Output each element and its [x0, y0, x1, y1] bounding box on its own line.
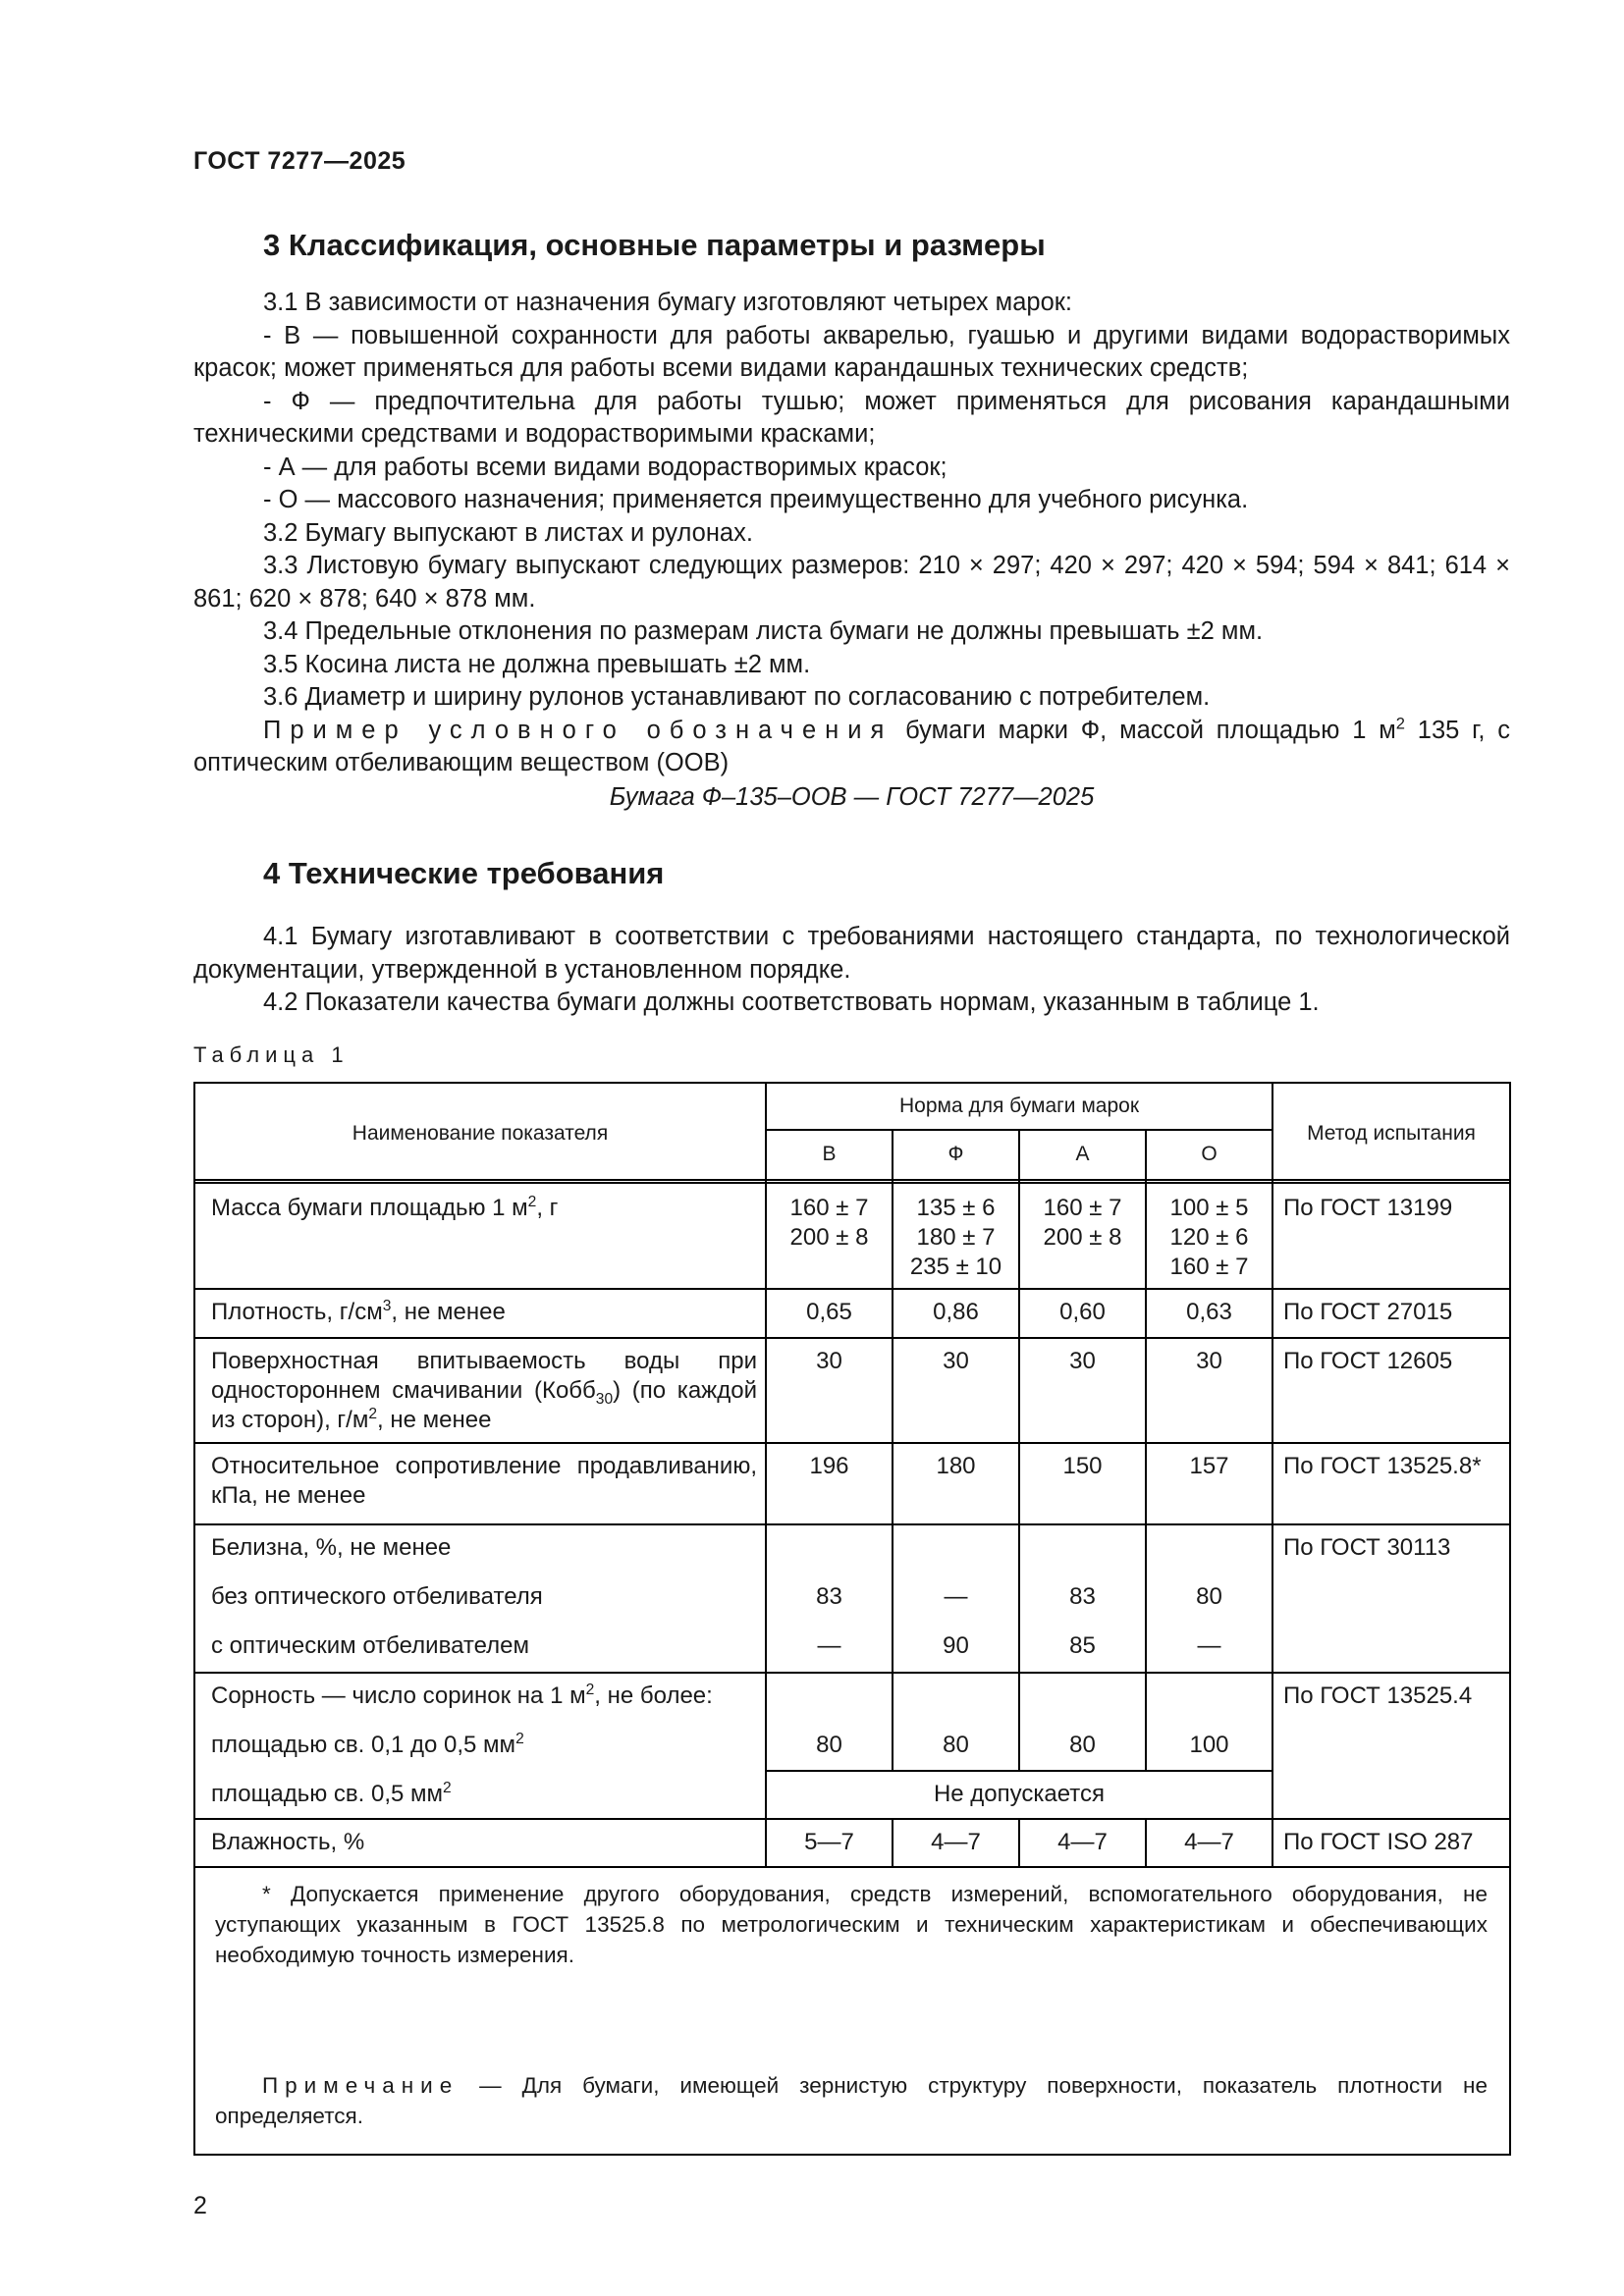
row-density-method: По ГОСТ 27015	[1283, 1299, 1453, 1325]
row-burst-a: 150	[1062, 1453, 1103, 1479]
section-3-body	[193, 287, 1510, 780]
row-density-o: 0,63	[1186, 1299, 1232, 1325]
header-grade-f: Ф	[947, 1143, 964, 1165]
row-line	[195, 1866, 1509, 1868]
header-grade-o: О	[1201, 1143, 1218, 1165]
row-moisture-a: 4—7	[1057, 1829, 1108, 1855]
table-note: Примечание — Для бумаги, имеющей зернистую структуру поверхности, показатель плотности не определяется.	[215, 2073, 1488, 2128]
paragraph-3-3: 3.3 Листовую бумагу выпускают следующих размеров: 210 × 297; 420 × 297; 420 × 594; 594 × 841; 614 × 861; 620 × 878; 640 × 878 мм.	[193, 552, 1510, 613]
example-designation: Бумага Ф–135–ООВ — ГОСТ 7277—2025	[609, 783, 1095, 811]
row-absorbency-name: Поверхностная впитываемость воды при одностороннем смачивании (Кобб$_{30}$) (по каждой из сторон), $г/м^2$, не менее	[211, 1348, 757, 1433]
row-whiteness-method: По ГОСТ 30113	[1283, 1534, 1451, 1561]
paragraph-3-4: 3.4 Предельные отклонения по размерам листа бумаги не должны превышать ±2 мм.	[263, 617, 1264, 645]
row-dirt-method: По ГОСТ 13525.4	[1283, 1682, 1473, 1709]
paragraph-4-1: 4.1 Бумагу изготавливают в соответствии с требованиями настоящего стандарта, по технологической документации, утвержденной в установленном порядке.	[193, 923, 1510, 984]
row-line	[195, 1523, 1509, 1525]
row-whiteness-name: Белизна, %, не менее	[211, 1534, 452, 1561]
row-mass-f: 135 ± 6 180 ± 7 235 ± 10	[909, 1195, 1002, 1280]
row-whiteness-sub1-a: 83	[1069, 1583, 1096, 1610]
row-whiteness-sub1-o: 80	[1196, 1583, 1222, 1610]
header-method: Метод испытания	[1307, 1122, 1476, 1145]
paragraph-3-5: 3.5 Косина листа не должна превышать ±2 мм.	[263, 650, 811, 678]
table-header-double-line	[195, 1182, 1509, 1184]
row-density-f: 0,86	[933, 1299, 979, 1325]
paragraph-grade-f: - Ф — предпочтительна для работы тушью; может применяться для рисования карандашными техническими средствами и водорастворимыми красками;	[193, 387, 1510, 448]
page-number: 2	[193, 2192, 207, 2219]
row-mass-name: Масса бумаги площадью 1 $м^2$, г	[211, 1194, 559, 1221]
section-4-body	[193, 921, 1510, 1020]
row-burst-name: Относительное сопротивление продавливанию, кПа, не менее	[211, 1453, 757, 1509]
row-moisture-name: Влажность, %	[211, 1829, 365, 1855]
row-whiteness-sub2-o: —	[1197, 1632, 1221, 1659]
row-line	[195, 1288, 1509, 1290]
example-label: Пример условного обозначения	[263, 716, 893, 744]
row-absorbency-f: 30	[943, 1348, 969, 1374]
row-burst-method: По ГОСТ 13525.8*	[1283, 1453, 1482, 1479]
row-absorbency-method: По ГОСТ 12605	[1283, 1348, 1453, 1374]
table-1	[193, 1082, 1511, 2156]
column-line	[1272, 1084, 1273, 1866]
row-moisture-method: По ГОСТ ISO 287	[1283, 1829, 1474, 1855]
row-absorbency-o: 30	[1196, 1348, 1222, 1374]
table-footnote: * Допускается применение другого оборудования, средств измерений, вспомогательного оборудования, не уступающих указанным в ГОСТ 13525.8 по метрологическим и техническим характеристикам и обеспечивающих необходимую точность измерения.	[215, 1882, 1488, 1967]
row-whiteness-sub1-name: без оптического отбеливателя	[211, 1583, 543, 1610]
row-whiteness-sub2-v: —	[817, 1632, 841, 1659]
row-whiteness-sub1-v: 83	[816, 1583, 842, 1610]
row-absorbency-v: 30	[816, 1348, 842, 1374]
row-line	[765, 1770, 1272, 1772]
paragraph-grade-v: - В — повышенной сохранности для работы акварелью, гуашью и другими видами водорастворимых красок; может применяться для работы всеми видами карандашных технических средств;	[193, 321, 1510, 382]
row-dirt-sub1-a: 80	[1069, 1732, 1096, 1758]
paragraph-3-6: 3.6 Диаметр и ширину рулонов устанавливают по согласованию с потребителем.	[263, 683, 1211, 711]
header-norm: Норма для бумаги марок	[898, 1095, 1140, 1117]
header-indicator-name: Наименование показателя	[352, 1122, 609, 1145]
row-burst-o: 157	[1189, 1453, 1229, 1479]
paragraph-grade-o: - О — массового назначения; применяется преимущественно для учебного рисунка.	[263, 486, 1249, 513]
row-dirt-sub2-merged: Не допускается	[933, 1781, 1106, 1807]
row-dirt-sub1-f: 80	[943, 1732, 969, 1758]
row-whiteness-sub2-name: с оптическим отбеливателем	[211, 1632, 530, 1659]
row-absorbency-a: 30	[1069, 1348, 1096, 1374]
paragraph-4-2: 4.2 Показатели качества бумаги должны соответствовать нормам, указанным в таблице 1.	[263, 988, 1320, 1016]
row-whiteness-sub2-f: 90	[943, 1632, 969, 1659]
paragraph-3-2: 3.2 Бумагу выпускают в листах и рулонах.	[263, 518, 753, 547]
row-dirt-name: Сорность — число соринок на 1 $м^2$, не более:	[211, 1682, 713, 1709]
row-density-v: 0,65	[806, 1299, 852, 1325]
table-header-bottom-line	[195, 1179, 1509, 1181]
row-line	[195, 1818, 1509, 1820]
section-3-title: 3 Классификация, основные параметры и размеры	[263, 228, 1046, 262]
table-caption: Таблица 1	[193, 1042, 350, 1067]
section-4-title: 4 Технические требования	[263, 856, 665, 890]
row-dirt-sub1-name: площадью св. 0,1 до 0,5 $мм^2$	[211, 1731, 524, 1758]
row-mass-a: 160 ± 7 200 ± 8	[1043, 1195, 1122, 1251]
row-line	[195, 1442, 1509, 1444]
designation-example: Пример условного обозначения бумаги марки Ф, массой площадью 1 $м^2$ 135 г, с оптическим отбеливающим веществом (ООВ)	[193, 714, 1511, 776]
row-burst-v: 196	[809, 1453, 849, 1479]
row-burst-f: 180	[936, 1453, 976, 1479]
row-line	[195, 1337, 1509, 1339]
row-moisture-f: 4—7	[931, 1829, 981, 1855]
paragraph-grade-a: - А — для работы всеми видами водорастворимых красок;	[263, 453, 947, 481]
row-mass-method: По ГОСТ 13199	[1283, 1195, 1453, 1221]
header-grade-v: В	[822, 1143, 837, 1165]
row-mass-v: 160 ± 7 200 ± 8	[789, 1195, 869, 1251]
row-mass-o: 100 ± 5 120 ± 6 160 ± 7	[1169, 1195, 1249, 1280]
header-grade-a: А	[1075, 1143, 1090, 1165]
row-density-name: Плотность, $г/см^3$, не менее	[211, 1298, 506, 1325]
row-dirt-sub1-o: 100	[1189, 1732, 1229, 1758]
row-whiteness-sub2-a: 85	[1069, 1632, 1096, 1659]
paragraph-3-1: 3.1 В зависимости от назначения бумагу изготовляют четырех марок:	[263, 289, 1072, 316]
row-moisture-v: 5—7	[804, 1829, 854, 1855]
row-density-a: 0,60	[1059, 1299, 1106, 1325]
note-label: Примечание	[262, 2073, 460, 2098]
row-line	[195, 1672, 1509, 1674]
row-dirt-sub2-name: площадью св. 0,5 $мм^2$	[211, 1780, 452, 1807]
document-code-header: ГОСТ 7277—2025	[193, 147, 406, 175]
row-dirt-sub1-v: 80	[816, 1732, 842, 1758]
row-whiteness-sub1-f: —	[944, 1583, 968, 1610]
row-moisture-o: 4—7	[1184, 1829, 1234, 1855]
